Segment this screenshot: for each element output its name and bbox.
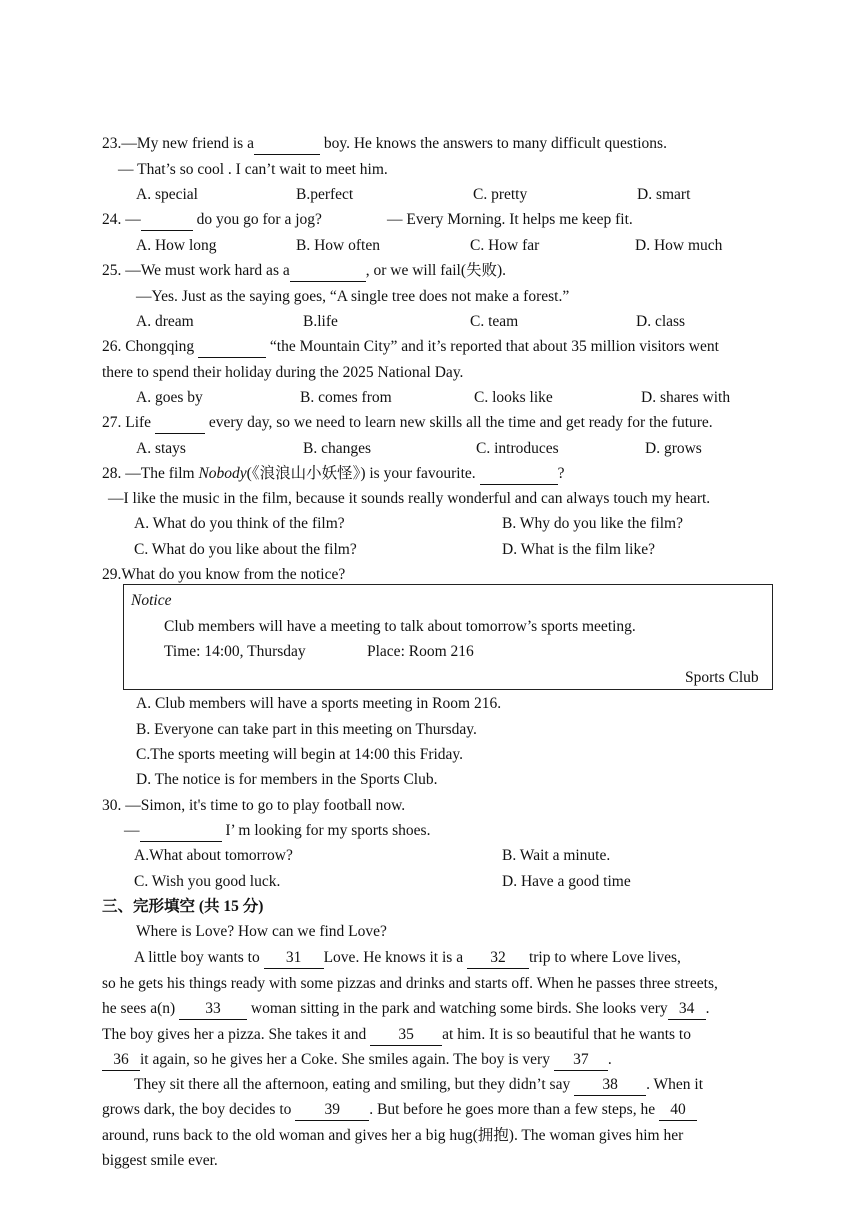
notice-body: Club members will have a meeting to talk about tomorrow’s sports meeting. bbox=[164, 618, 636, 635]
q27-option-d: D. grows bbox=[645, 440, 702, 457]
q27-option-b: B. changes bbox=[303, 440, 372, 457]
blank-33: 33 bbox=[179, 999, 247, 1020]
q24-stem: 24. — do you go for a jog? bbox=[102, 210, 322, 231]
q23-option-a: A. special bbox=[136, 186, 198, 203]
q23-option-d: D. smart bbox=[637, 186, 691, 203]
q29-stem: 29.What do you know from the notice? bbox=[102, 566, 346, 583]
q28-option-c: C. What do you like about the film? bbox=[134, 541, 357, 558]
blank-34: 34 bbox=[668, 999, 706, 1020]
passage-line: biggest smile ever. bbox=[102, 1152, 218, 1169]
notice-time: Time: 14:00, Thursday bbox=[164, 643, 306, 660]
passage-line: 36 it again, so he gives her a Coke. She smiles again. The boy is very 37 . bbox=[102, 1050, 612, 1071]
q24-option-a: A. How long bbox=[136, 237, 217, 254]
passage-line: The boy gives her a pizza. She takes it and 35 at him. It is so beautiful that he wants to bbox=[102, 1025, 691, 1046]
q28-option-b: B. Why do you like the film? bbox=[502, 515, 683, 532]
q24-option-b: B. How often bbox=[296, 237, 380, 254]
blank-35: 35 bbox=[370, 1025, 442, 1046]
q30-stem: 30. —Simon, it's time to go to play football now. bbox=[102, 797, 406, 814]
q28-reply: —I like the music in the film, because it sounds really wonderful and can always touch my heart. bbox=[108, 490, 711, 507]
blank-31: 31 bbox=[264, 948, 324, 969]
q28-option-d: D. What is the film like? bbox=[502, 541, 655, 558]
q24-reply: — Every Morning. It helps me keep fit. bbox=[387, 211, 633, 228]
q25-stem: 25. —We must work hard as a , or we will fail(失败). bbox=[102, 261, 506, 282]
q30-reply: — I’ m looking for my sports shoes. bbox=[124, 821, 430, 842]
blank-36: 36 bbox=[102, 1050, 140, 1071]
passage-line: A little boy wants to 31 Love. He knows it is a 32 trip to where Love lives, bbox=[134, 948, 681, 969]
q28-stem: 28. —The film Nobody(《浪浪山小妖怪》) is your favourite. ? bbox=[102, 464, 564, 485]
q29-option-c: C.The sports meeting will begin at 14:00 this Friday. bbox=[136, 746, 464, 763]
q25-option-b: B.life bbox=[303, 313, 338, 330]
q25-option-c: C. team bbox=[470, 313, 519, 330]
q27-stem: 27. Life every day, so we need to learn new skills all the time and get ready for the future. bbox=[102, 413, 713, 434]
blank-32: 32 bbox=[467, 948, 529, 969]
q26-option-a: A. goes by bbox=[136, 389, 203, 406]
q26-stem-line2: there to spend their holiday during the 2025 National Day. bbox=[102, 364, 464, 381]
section-heading: 三、完形填空 (共 15 分) bbox=[102, 898, 264, 915]
passage-line: grows dark, the boy decides to 39 . But before he goes more than a few steps, he 40 bbox=[102, 1100, 697, 1121]
q27-option-c: C. introduces bbox=[476, 440, 559, 457]
passage-line: They sit there all the afternoon, eating and smiling, but they didn’t say 38 . When it bbox=[134, 1075, 703, 1096]
q26-stem: 26. Chongqing “the Mountain City” and it’s reported that about 35 million visitors went bbox=[102, 337, 719, 358]
passage-line: around, runs back to the old woman and gives her a big hug(拥抱). The woman gives him her bbox=[102, 1127, 684, 1144]
q30-option-b: B. Wait a minute. bbox=[502, 847, 611, 864]
q26-option-c: C. looks like bbox=[474, 389, 553, 406]
blank-40: 40 bbox=[659, 1100, 697, 1121]
passage-line: so he gets his things ready with some pizzas and drinks and starts off. When he passes three streets, bbox=[102, 975, 718, 992]
q23-reply: — That’s so cool . I can’t wait to meet him. bbox=[118, 161, 388, 178]
passage-line: he sees a(n) 33 woman sitting in the park and watching some birds. She looks very 34 . bbox=[102, 999, 710, 1020]
notice-signature: Sports Club bbox=[685, 669, 759, 686]
q26-option-d: D. shares with bbox=[641, 389, 731, 406]
q25-reply: —Yes. Just as the saying goes, “A single tree does not make a forest.” bbox=[136, 288, 570, 305]
q27-option-a: A. stays bbox=[136, 440, 186, 457]
passage-title: Where is Love? How can we find Love? bbox=[136, 923, 387, 940]
q23-stem: 23.—My new friend is a boy. He knows the answers to many difficult questions. bbox=[102, 134, 667, 155]
q29-option-b: B. Everyone can take part in this meeting on Thursday. bbox=[136, 721, 477, 738]
notice-box bbox=[123, 584, 773, 690]
notice-title: Notice bbox=[131, 592, 172, 609]
q28-option-a: A. What do you think of the film? bbox=[134, 515, 345, 532]
blank-37: 37 bbox=[554, 1050, 608, 1071]
q23-option-c: C. pretty bbox=[473, 186, 528, 203]
q30-option-d: D. Have a good time bbox=[502, 873, 631, 890]
q30-option-a: A.What about tomorrow? bbox=[134, 847, 293, 864]
notice-place: Place: Room 216 bbox=[367, 643, 474, 660]
q25-option-a: A. dream bbox=[136, 313, 194, 330]
q24-option-c: C. How far bbox=[470, 237, 540, 254]
blank-38: 38 bbox=[574, 1075, 646, 1096]
q24-option-d: D. How much bbox=[635, 237, 723, 254]
blank-39: 39 bbox=[295, 1100, 369, 1121]
q29-option-a: A. Club members will have a sports meeting in Room 216. bbox=[136, 695, 502, 712]
q23-option-b: B.perfect bbox=[296, 186, 354, 203]
q25-option-d: D. class bbox=[636, 313, 686, 330]
q26-option-b: B. comes from bbox=[300, 389, 392, 406]
q30-option-c: C. Wish you good luck. bbox=[134, 873, 281, 890]
q29-option-d: D. The notice is for members in the Sports Club. bbox=[136, 771, 438, 788]
